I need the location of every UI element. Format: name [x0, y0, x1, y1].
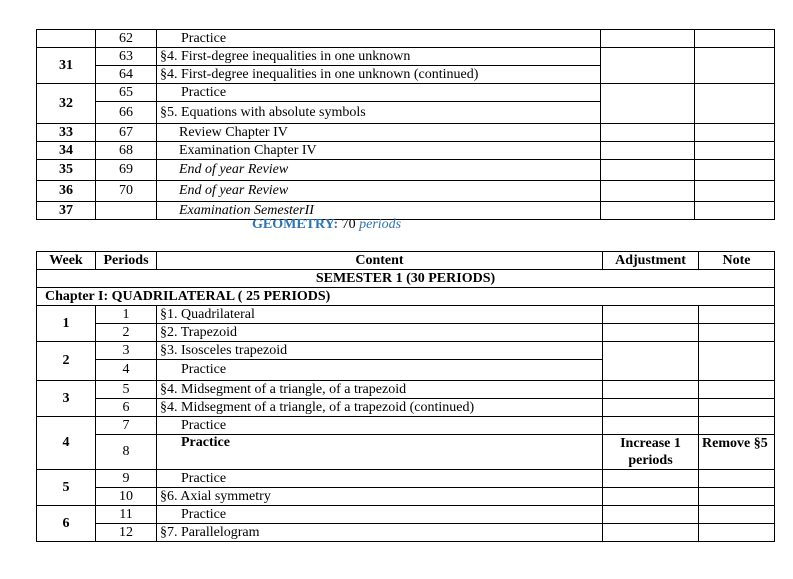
geometry-unit: periods	[359, 217, 402, 232]
note-cell	[695, 142, 775, 160]
week-cell: 1	[37, 306, 96, 342]
note-cell	[699, 342, 775, 381]
period-cell: 11	[96, 506, 157, 524]
content-cell: Review Chapter IV	[157, 124, 601, 142]
period-cell: 9	[96, 470, 157, 488]
table-row	[37, 306, 775, 324]
note-cell	[699, 306, 775, 324]
adjustment-cell	[601, 160, 695, 181]
period-cell: 65	[96, 84, 157, 102]
content-cell: §1. Quadrilateral	[157, 306, 603, 324]
content-cell: End of year Review	[157, 160, 601, 181]
period-cell: 7	[96, 417, 157, 435]
note-cell	[695, 202, 775, 220]
table-row	[37, 524, 775, 542]
content-cell: Practice	[157, 470, 603, 488]
adjustment-cell	[601, 30, 695, 48]
adjustment-cell	[603, 506, 699, 524]
adjustment-cell	[603, 306, 699, 324]
period-cell: 10	[96, 488, 157, 506]
week-cell: 37	[37, 202, 96, 220]
table-row	[37, 142, 775, 160]
note-cell	[699, 324, 775, 342]
note-cell	[695, 181, 775, 202]
table-row	[37, 342, 775, 360]
adjustment-cell	[603, 470, 699, 488]
period-cell: 4	[96, 360, 157, 381]
table-row	[37, 124, 775, 142]
table-row	[37, 48, 775, 66]
week-cell: 5	[37, 470, 96, 506]
content-cell: Practice	[157, 506, 603, 524]
table-row	[37, 435, 775, 470]
geometry-heading	[252, 217, 401, 233]
table-row	[37, 488, 775, 506]
table-row	[37, 160, 775, 181]
week-cell: 33	[37, 124, 96, 142]
content-cell: Examination SemesterII	[157, 202, 601, 220]
content-cell: Practice	[157, 84, 601, 102]
table-row	[37, 506, 775, 524]
period-cell: 1	[96, 306, 157, 324]
week-cell: 34	[37, 142, 96, 160]
content-cell: §7. Parallelogram	[157, 524, 603, 542]
adjustment-cell	[601, 84, 695, 124]
header-row	[37, 252, 775, 270]
week-cell: 2	[37, 342, 96, 381]
content-cell: End of year Review	[157, 181, 601, 202]
period-cell: 3	[96, 342, 157, 360]
table-row	[37, 381, 775, 399]
table-row	[37, 30, 775, 48]
note-cell	[695, 30, 775, 48]
period-cell: 66	[96, 102, 157, 124]
geometry-count: 70	[341, 217, 356, 232]
adjustment-cell	[603, 417, 699, 435]
content-cell: §4. Midsegment of a triangle, of a trapezoid (continued)	[157, 399, 603, 417]
period-cell: 12	[96, 524, 157, 542]
header-content: Content	[157, 252, 603, 270]
geometry-schedule-table	[36, 251, 775, 542]
note-cell	[699, 506, 775, 524]
adjustment-cell	[601, 181, 695, 202]
table-row	[37, 417, 775, 435]
week-cell: 31	[37, 48, 96, 84]
adjustment-cell	[601, 124, 695, 142]
note-cell	[695, 84, 775, 124]
period-cell: 62	[96, 30, 157, 48]
note-cell	[695, 124, 775, 142]
note-cell	[699, 381, 775, 399]
header-note: Note	[699, 252, 775, 270]
note-cell	[699, 470, 775, 488]
period-cell: 67	[96, 124, 157, 142]
note-cell	[695, 48, 775, 84]
period-cell: 64	[96, 66, 157, 84]
week-cell: 32	[37, 84, 96, 124]
week-cell: 3	[37, 381, 96, 417]
adjustment-cell	[601, 48, 695, 84]
table-row	[37, 84, 775, 102]
content-cell: §4. First-degree inequalities in one unknown	[157, 48, 601, 66]
table-row	[37, 202, 775, 220]
note-cell	[695, 160, 775, 181]
content-cell: Practice	[157, 360, 603, 381]
period-cell: 5	[96, 381, 157, 399]
table-row	[37, 470, 775, 488]
note-cell	[699, 399, 775, 417]
adjustment-cell	[603, 342, 699, 381]
week-cell: 35	[37, 160, 96, 181]
note-cell	[699, 417, 775, 435]
week-cell	[37, 30, 96, 48]
header-adjustment: Adjustment	[603, 252, 699, 270]
period-cell: 6	[96, 399, 157, 417]
chapter-row	[37, 288, 775, 306]
semester-row	[37, 270, 775, 288]
algebra-schedule-table	[36, 29, 775, 220]
content-cell: §3. Isosceles trapezoid	[157, 342, 603, 360]
period-cell: 8	[96, 435, 157, 470]
content-cell: §2. Trapezoid	[157, 324, 603, 342]
content-cell: §4. First-degree inequalities in one unknown (continued)	[157, 66, 601, 84]
header-week: Week	[37, 252, 96, 270]
week-cell: 36	[37, 181, 96, 202]
header-periods: Periods	[96, 252, 157, 270]
period-cell	[96, 202, 157, 220]
adjustment-cell	[603, 381, 699, 399]
period-cell: 70	[96, 181, 157, 202]
adjustment-cell	[603, 399, 699, 417]
semester-heading: SEMESTER 1 (30 PERIODS)	[37, 270, 775, 288]
adjustment-cell	[601, 202, 695, 220]
adjustment-cell	[603, 488, 699, 506]
content-cell: Practice	[157, 30, 601, 48]
note-cell	[699, 488, 775, 506]
period-cell: 63	[96, 48, 157, 66]
content-cell: §6. Axial symmetry	[157, 488, 603, 506]
note-cell	[699, 524, 775, 542]
geometry-separator: :	[333, 217, 339, 232]
chapter-heading: Chapter I: QUADRILATERAL ( 25 PERIODS)	[37, 288, 775, 306]
table-row	[37, 324, 775, 342]
adjustment-cell	[603, 324, 699, 342]
note-cell: Remove §5	[699, 435, 775, 470]
week-cell: 4	[37, 417, 96, 470]
period-cell: 2	[96, 324, 157, 342]
content-cell: Practice	[157, 435, 603, 470]
period-cell: 69	[96, 160, 157, 181]
adjustment-cell	[603, 524, 699, 542]
content-cell: §5. Equations with absolute symbols	[157, 102, 601, 124]
content-cell: §4. Midsegment of a triangle, of a trapezoid	[157, 381, 603, 399]
table-row	[37, 399, 775, 417]
adjustment-cell	[601, 142, 695, 160]
period-cell: 68	[96, 142, 157, 160]
adjustment-cell: Increase 1 periods	[603, 435, 699, 470]
content-cell: Examination Chapter IV	[157, 142, 601, 160]
geometry-label: GEOMETRY	[252, 217, 334, 232]
week-cell: 6	[37, 506, 96, 542]
content-cell: Practice	[157, 417, 603, 435]
table-row	[37, 181, 775, 202]
